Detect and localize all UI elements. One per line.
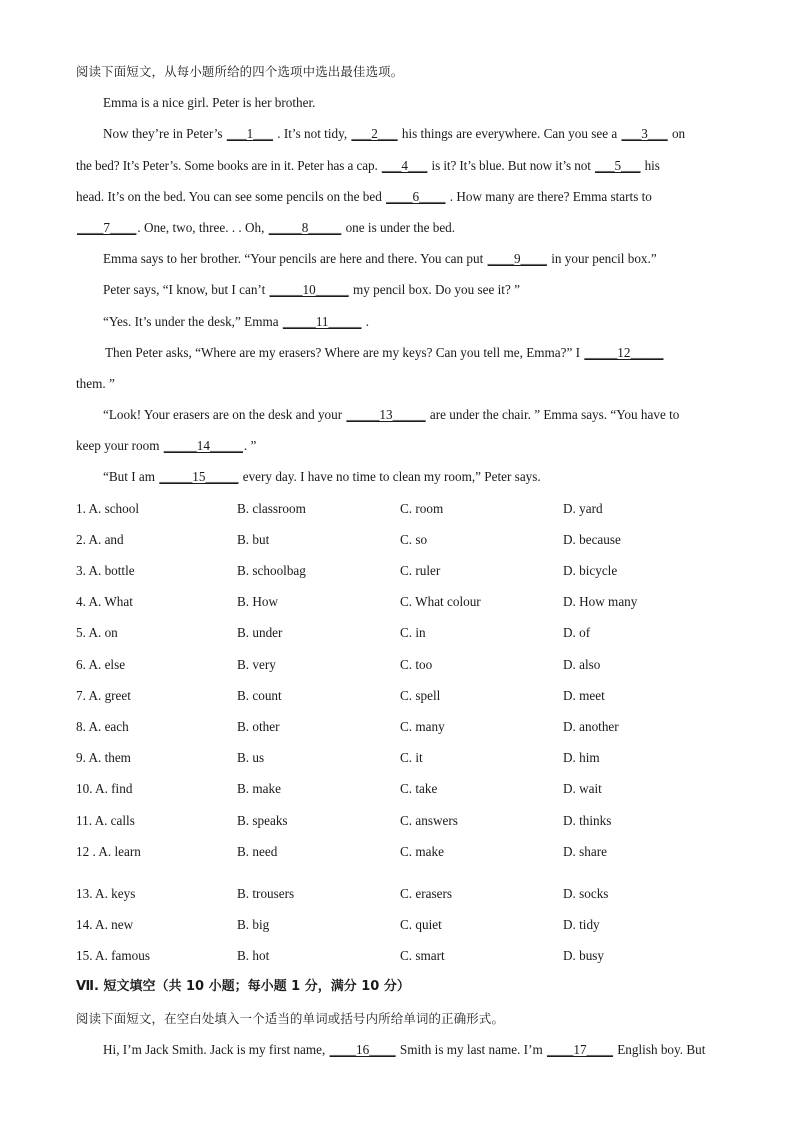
blank-14: _____14_____ <box>163 438 243 454</box>
blank-17: ____17____ <box>547 1041 613 1057</box>
option-a: 5. A. on <box>76 625 118 641</box>
blank-4: ___4___ <box>381 157 428 173</box>
option-c: C. What colour <box>400 594 481 610</box>
option-a: 2. A. and <box>76 531 124 547</box>
option-c: C. it <box>400 750 423 766</box>
passage-line: them. ” <box>76 375 115 391</box>
option-d: D. another <box>563 718 619 734</box>
option-b: B. hot <box>237 948 270 964</box>
option-b: B. under <box>237 625 283 641</box>
passage-line: ____7____. One, two, three. . . Oh, _____8_____ one is under the bed. <box>77 219 456 235</box>
blank-6: ____6____ <box>386 188 446 204</box>
passage-line: “Yes. It’s under the desk,” Emma _____11_____ . <box>103 313 370 329</box>
option-b: B. us <box>237 750 265 766</box>
option-c: C. many <box>400 718 445 734</box>
option-b: B. count <box>237 687 282 703</box>
option-b: B. need <box>237 843 278 859</box>
option-c: C. take <box>400 781 438 797</box>
option-c: C. answers <box>400 812 458 828</box>
option-b: B. other <box>237 718 280 734</box>
blank-13: _____13_____ <box>346 407 426 423</box>
option-b: B. classroom <box>237 500 306 516</box>
passage-paragraph-1: Emma is a nice girl. Peter is her brother. <box>103 95 316 111</box>
passage-line: “Look! Your erasers are on the desk and your _____13_____ are under the chair. ” Emma says. “You have to <box>103 407 680 423</box>
blank-9: ____9____ <box>487 251 547 267</box>
option-c: C. smart <box>400 948 445 964</box>
passage-line: Emma says to her brother. “Your pencils are here and there. You can put ____9____ in your pencil box.” <box>103 251 657 267</box>
option-b: B. speaks <box>237 812 288 828</box>
question-row <box>76 493 726 524</box>
blank-3: ___3___ <box>621 126 668 142</box>
option-a: 3. A. bottle <box>76 563 135 578</box>
option-d: D. also <box>563 656 601 672</box>
option-d: D. socks <box>563 885 609 901</box>
option-a: 14. A. new <box>76 917 134 933</box>
option-d: D. yard <box>563 500 603 516</box>
question-row <box>76 649 726 680</box>
question-row <box>76 617 726 648</box>
option-a: 7. A. greet <box>76 687 131 703</box>
blank-7: ____7____ <box>77 219 137 235</box>
question-row <box>76 773 726 804</box>
option-d: D. tidy <box>563 917 600 933</box>
option-b: B. but <box>237 531 270 547</box>
question-row <box>76 680 726 711</box>
spacer <box>76 867 726 878</box>
option-b: B. trousers <box>237 885 295 901</box>
option-d: D. meet <box>563 687 605 703</box>
question-row <box>76 909 726 940</box>
section-title: Ⅶ. 短文填空（共 10 小题；每小题 1 分，满分 10 分） <box>76 979 410 995</box>
blank-11: _____11_____ <box>282 313 362 329</box>
option-a: 8. A. each <box>76 718 129 734</box>
question-row <box>76 878 726 909</box>
option-b: B. schoolbag <box>237 563 306 578</box>
option-c: C. make <box>400 843 444 859</box>
option-d: D. wait <box>563 781 602 797</box>
question-row <box>76 742 726 773</box>
passage-line: “But I am _____15_____ every day. I have no time to clean my room,” Peter says. <box>103 469 541 485</box>
passage-line: Hi, I’m Jack Smith. Jack is my first name, ____16____ Smith is my last name. I’m ____17____ English boy. But <box>103 1041 706 1057</box>
passage-line: Peter says, “I know, but I can’t _____10_____ my pencil box. Do you see it? ” <box>103 282 520 298</box>
option-b: B. How <box>237 594 279 610</box>
question-row <box>76 836 726 867</box>
blank-1: ___1___ <box>226 126 273 142</box>
option-c: C. erasers <box>400 885 452 901</box>
passage-line: keep your room _____14_____. ” <box>76 438 257 454</box>
option-a: 9. A. them <box>76 750 131 766</box>
option-b: B. very <box>237 656 276 672</box>
option-c: C. quiet <box>400 917 442 933</box>
instruction-text: 阅读下面短文，从每小题所给的四个选项中选出最佳选项。 <box>76 64 404 79</box>
blank-2: ___2___ <box>351 126 398 142</box>
option-a: 11. A. calls <box>76 812 135 828</box>
blank-16: ____16____ <box>329 1041 396 1057</box>
question-row <box>76 805 726 836</box>
option-d: D. busy <box>563 948 605 964</box>
option-d: D. How many <box>563 594 638 610</box>
passage-line: Now they’re in Peter’s ___1___ . It’s not tidy, ___2___ his things are everywhere. Can you see a ___3___ on <box>103 126 686 142</box>
blank-5: ___5___ <box>594 157 641 173</box>
option-c: C. spell <box>400 687 441 703</box>
blank-10: _____10_____ <box>269 282 349 298</box>
option-c: C. so <box>400 531 428 547</box>
option-d: D. bicycle <box>563 563 618 578</box>
question-row <box>76 940 726 971</box>
option-d: D. share <box>563 843 607 859</box>
question-row <box>76 555 726 586</box>
option-d: D. him <box>563 750 600 766</box>
passage-line: Then Peter asks, “Where are my erasers? Where are my keys? Can you tell me, Emma?” I _____12_____ <box>105 344 664 360</box>
options-list <box>76 493 726 972</box>
option-a: 15. A. famous <box>76 948 150 964</box>
blank-15: _____15_____ <box>159 469 239 485</box>
question-row <box>76 586 726 617</box>
blank-8: _____8_____ <box>268 219 342 235</box>
option-c: C. too <box>400 656 433 672</box>
exam-page <box>76 56 726 1065</box>
option-c: C. ruler <box>400 563 441 578</box>
passage-line: head. It’s on the bed. You can see some pencils on the bed ____6____ . How many are there? Emma starts to <box>76 188 652 204</box>
option-c: C. in <box>400 625 426 641</box>
option-a: 4. A. What <box>76 594 133 610</box>
option-b: B. make <box>237 781 281 797</box>
question-row <box>76 711 726 742</box>
option-a: 10. A. find <box>76 781 133 797</box>
option-a: 12 . A. learn <box>76 843 141 859</box>
option-d: D. thinks <box>563 812 612 828</box>
passage-line: the bed? It’s Peter’s. Some books are in it. Peter has a cap. ___4___ is it? It’s blue. But now it’s not ___5___ his <box>76 157 660 173</box>
option-a: 6. A. else <box>76 656 126 672</box>
option-d: D. because <box>563 531 621 547</box>
option-a: 1. A. school <box>76 500 140 516</box>
option-c: C. room <box>400 500 444 516</box>
option-d: D. of <box>563 625 591 641</box>
option-a: 13. A. keys <box>76 885 136 901</box>
option-b: B. big <box>237 917 270 933</box>
section-instruction: 阅读下面短文，在空白处填入一个适当的单词或括号内所给单词的正确形式。 <box>76 1010 505 1026</box>
blank-12: _____12_____ <box>584 344 664 360</box>
question-row <box>76 524 726 555</box>
